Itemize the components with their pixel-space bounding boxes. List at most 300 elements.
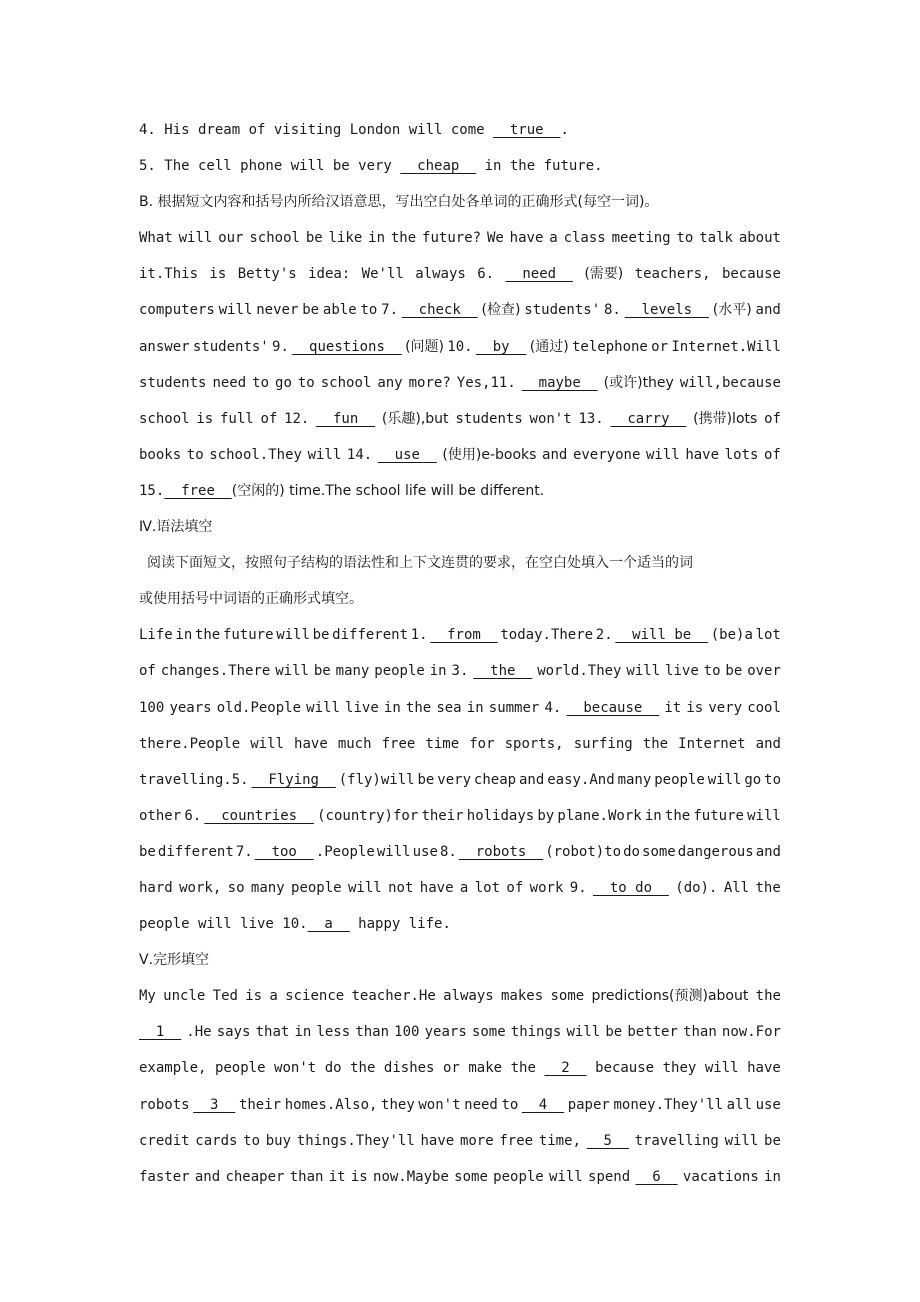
text-word: not [388,879,414,896]
text-segment: people will live 10. [139,916,308,933]
text-word: a [549,230,558,247]
text-word: people [214,1060,266,1077]
text-word: have [509,230,544,247]
text-word: future [222,627,274,644]
text-line [139,256,781,292]
text-word: because [721,266,781,283]
text-word: 9. [272,338,289,355]
text-word: (使用)e-books [442,446,537,463]
answer-blank: questions [292,338,402,355]
text-word: (乐趣),but [381,410,449,427]
text-line [139,978,781,1014]
text-word: plane.Work [557,807,642,824]
text-word: future [693,807,744,824]
answer-blank: levels [624,302,709,319]
text-word: will [704,1060,739,1077]
text-word: future? [422,230,482,247]
text-line [139,329,781,365]
text-line [139,1050,781,1086]
text-segment: . [560,122,569,138]
text-word: it.This [139,266,199,283]
text-word: books [139,446,182,463]
text-word: people [493,1168,544,1185]
text-word: work [529,879,564,896]
text-word: or [651,338,669,355]
text-word: more [459,1132,494,1149]
text-word: full [219,410,254,427]
text-segment: Ⅳ.语法填空 [139,519,213,536]
text-word: surfing [573,735,633,752]
text-word: in [383,699,401,716]
text-word: 6. [477,266,495,283]
text-word: cards [195,1132,238,1149]
answer-blank: need [505,266,573,283]
text-segment: 或使用括号中词语的正确形式填空。 [139,591,363,608]
text-word: the [390,230,417,247]
answer-blank: 6 [635,1168,678,1185]
text-word: have [685,446,720,463]
text-word: answer [139,338,190,355]
text-word: (问题) [405,338,444,355]
text-word: will [646,446,680,463]
text-word: because [595,1060,655,1077]
text-word: always [443,988,494,1005]
text-word: 8. [603,302,621,319]
text-word: talk [699,230,733,247]
text-word: very [437,771,471,788]
text-word: Internet.Will [671,338,781,355]
text-line [139,184,781,220]
text-word: be [305,230,323,247]
text-line [139,545,781,581]
text-word: a [459,879,469,896]
text-word: able [322,302,357,319]
text-word: Yes,11. [456,374,516,391]
text-word: there.People [139,735,241,752]
text-word: 13. [578,410,604,427]
answer-blank: check [401,302,478,319]
text-word: the [755,879,781,896]
text-word: won't [418,1096,461,1113]
answer-blank: 4 [521,1096,565,1113]
text-word: to [186,446,204,463]
text-word: students [455,410,523,427]
text-word: telephone [572,338,648,355]
text-word: 14. [346,446,373,463]
text-word: many [617,771,652,788]
text-word: live [665,663,699,680]
text-word: What [139,230,173,247]
text-word: .People [315,843,375,860]
answer-blank: because [566,699,660,716]
answer-blank: use [377,446,437,463]
text-word: than [683,1024,717,1041]
text-segment: Ⅴ.完形填空 [139,952,210,969]
text-word: 10. [447,338,473,355]
text-word: make [468,1060,503,1077]
text-word: free [499,1132,534,1149]
text-word: hard [139,879,173,896]
answer-blank: to do [593,879,669,896]
text-word: in [368,230,385,247]
text-word: the [755,988,781,1005]
text-word: 7. [381,302,398,319]
text-word: will [306,699,340,716]
answer-blank: 3 [193,1096,236,1113]
text-line [139,401,781,437]
text-word: have [294,735,328,752]
text-word: never [256,302,299,319]
text-word: holidays [466,807,535,824]
text-word: teacher.He [351,988,436,1005]
text-segment: 4. His dream of visiting London will come [139,122,494,138]
text-word: they [662,1060,697,1077]
text-line [139,437,781,473]
text-word: go [275,374,292,391]
text-line [139,906,781,942]
text-line [139,365,781,401]
text-word: and [755,302,781,319]
text-word: travelling [634,1132,719,1149]
text-word: (携带)lots [693,410,758,427]
answer-blank: carry [610,410,687,427]
text-word: their [421,807,464,824]
text-word: for [469,735,495,752]
text-word: things.They'll [296,1132,415,1149]
text-word: (需要) [584,266,624,283]
text-word: over [747,663,781,680]
answer-blank: will be [615,627,709,644]
text-segment: (空闲的) time.The school life will be different. [231,482,545,499]
text-word: use [755,1096,781,1113]
text-word: Internet [678,735,746,752]
answer-blank: 1 [139,1024,182,1041]
answer-blank: 5 [586,1132,629,1149]
text-word: lot [474,879,501,896]
text-word: example, [139,1060,207,1077]
text-word: some [642,843,676,860]
text-segment: B. 根据短文内容和括号内所给汉语意思，写出空白处各单词的正确形式(每空一词)。 [139,194,659,211]
text-word: 12. [284,410,310,427]
text-word: students' [524,302,601,319]
text-word: it [664,699,682,716]
text-line [139,870,781,906]
text-word: than [289,1168,324,1185]
text-word: a [269,988,278,1005]
text-word: of [506,879,524,896]
text-word: and [755,735,781,752]
text-line [139,1014,781,1050]
text-word: time [425,735,460,752]
text-word: class [563,230,606,247]
answer-blank: the [473,663,533,680]
text-word: money.They'll [613,1096,724,1113]
text-word: won't [529,410,572,427]
answer-blank: fun [316,410,376,427]
text-line [139,292,781,328]
text-word: all [726,1096,752,1113]
text-word: 6. [184,807,202,824]
text-word: many [335,663,370,680]
text-word: credit [139,1132,190,1149]
text-word: 8. [439,843,457,860]
answer-blank: Flying [251,771,336,788]
text-word: school [320,374,372,391]
text-word: will [724,1132,759,1149]
text-word: other [139,807,182,824]
text-word: in [466,699,484,716]
text-word: will [566,1024,601,1041]
text-word: it [328,1168,346,1185]
text-word: by [537,807,555,824]
text-word: to [764,771,781,788]
text-line [139,581,781,617]
text-word: school.They [209,446,302,463]
text-word: in [429,663,447,680]
text-word: faster [139,1168,190,1185]
text-word: .He [186,1024,212,1041]
text-word: have [419,879,454,896]
text-word: be [313,663,331,680]
text-word: to [360,302,378,319]
text-line [139,148,781,184]
text-word: be [605,1024,623,1041]
text-word: school [139,410,190,427]
text-word: paper [567,1096,610,1113]
text-word: different [332,627,409,644]
text-word: (检查) [481,302,521,319]
answer-blank: from [430,627,498,644]
text-line [139,220,781,256]
text-word: to [252,374,270,391]
text-word: in [175,627,193,644]
answer-blank: true [493,122,561,138]
text-word: won't [274,1060,317,1077]
text-word: students [139,374,207,391]
text-word: do [623,843,640,860]
text-word: some [454,1168,488,1185]
text-segment: 阅读下面短文，按照句子结构的语法性和上下文连贯的要求，在空白处填入一个适当的词 [147,555,693,572]
text-word: will [218,302,253,319]
text-word: will [376,843,411,860]
text-word: is [196,410,214,427]
text-word: more? [408,374,451,391]
text-word: and [519,771,545,788]
text-word: robots [139,1096,190,1113]
text-word: the [194,627,221,644]
text-word: (be)a [710,627,753,644]
text-word: of [260,410,278,427]
text-word: old.People [216,699,302,716]
text-word: is [245,988,263,1005]
text-word: to [501,1096,519,1113]
text-word: Betty's [237,266,297,283]
text-word: people [374,663,425,680]
text-word: vacations [682,1168,759,1185]
text-word: in [644,807,662,824]
text-line [139,690,781,726]
text-word: meeting [611,230,671,247]
text-word: will [276,627,310,644]
text-word: 1. [410,627,428,644]
text-word: cheap [473,771,517,788]
text-word: cool [747,699,781,716]
text-word: time, [538,1132,581,1149]
text-word: sports, [504,735,564,752]
text-word: have [420,1132,455,1149]
text-word: will [747,807,781,824]
text-word: years [424,1024,467,1041]
text-word: will,because [679,374,781,391]
text-word: will [626,663,661,680]
text-word: everyone [572,446,641,463]
text-line [139,834,781,870]
text-word: (robot)to [545,843,622,860]
text-word: some [550,988,585,1005]
text-word: about [738,230,781,247]
text-word: says [216,1024,251,1041]
text-word: and [542,446,568,463]
text-word: their [238,1096,282,1113]
text-word: We [486,230,504,247]
text-word: lot [755,627,781,644]
text-word: will [250,735,284,752]
text-word: will [347,879,382,896]
answer-blank: free [164,482,232,499]
text-word: Life [139,627,173,644]
text-word: always [415,266,466,283]
text-line [139,942,781,978]
text-word: dangerous [677,843,754,860]
text-word: (fly)will [338,771,415,788]
text-word: our [218,230,244,247]
text-word: some [471,1024,506,1041]
text-word: be [302,302,320,319]
text-segment: in the future. [476,158,603,175]
text-word: now.For [721,1024,781,1041]
text-word: changes.There [160,663,271,680]
text-word: now.Maybe [373,1168,449,1185]
text-word: like [328,230,363,247]
text-word: people [291,879,342,896]
text-word: summer [488,699,540,716]
text-word: and [194,1168,221,1185]
text-word: easy.And [547,771,615,788]
text-word: buy [265,1132,292,1149]
text-word: need [212,374,247,391]
text-word: is [209,266,227,283]
text-word: many [250,879,285,896]
answer-blank: cheap [400,158,477,175]
answer-blank: robots [458,843,544,860]
text-word: will [275,663,309,680]
text-word: or [443,1060,460,1077]
text-word: go [744,771,762,788]
text-word: school [249,230,300,247]
text-word: be [764,1132,781,1149]
text-word: world.They [537,663,622,680]
text-word: idea: [308,266,351,283]
text-word: different [157,843,234,860]
text-word: less [316,1024,351,1041]
text-word: in [294,1024,312,1041]
text-segment: happy life. [349,916,451,933]
text-word: travelling.5. [139,771,249,788]
text-word: science [285,988,345,1005]
worksheet-page [139,112,781,1195]
answer-blank: too [254,843,314,860]
answer-blank: a [307,916,350,933]
text-word: computers [139,302,215,319]
text-word: 100 [139,699,165,716]
text-line [139,762,781,798]
text-word: is [350,1168,368,1185]
text-word: be [312,627,330,644]
text-word: lots [724,446,759,463]
text-word: (水平) [712,302,752,319]
answer-blank: maybe [521,374,598,391]
text-word: dishes [383,1060,435,1077]
text-word: today.There [500,627,594,644]
text-segment: 5. The cell phone will be very [139,158,401,175]
text-word: much [337,735,372,752]
text-word: have [747,1060,781,1077]
text-word: students' [192,338,269,355]
text-word: to [243,1132,261,1149]
text-word: predictions(预测)about [591,988,749,1005]
text-word: live [345,699,379,716]
text-word: 9. [569,879,587,896]
text-segment: 15. [139,482,165,499]
text-word: to [703,663,721,680]
text-word: 2. [595,627,613,644]
text-word: better [627,1024,678,1041]
text-word: work, [179,879,222,896]
text-line [139,798,781,834]
text-word: and [755,843,781,860]
text-line [139,112,781,148]
text-word: the [350,1060,376,1077]
text-line [139,1123,781,1159]
answer-blank: by [475,338,527,355]
text-word: (或许)they [603,374,674,391]
text-word: (通过) [529,338,569,355]
text-word: they [381,1096,415,1113]
text-word: the [642,735,669,752]
text-word: cheaper [225,1168,285,1185]
text-word: be [725,663,743,680]
text-word: of [764,410,781,427]
text-word: very [708,699,743,716]
text-word: is [686,699,704,716]
text-word: My [139,988,156,1005]
text-word: the [405,699,432,716]
text-word: 4. [544,699,562,716]
text-line [139,726,781,762]
text-word: do [324,1060,342,1077]
text-word: spend [588,1168,631,1185]
text-line [139,653,781,689]
text-word: will [307,446,342,463]
text-word: 100 [394,1024,420,1041]
text-word: years [169,699,212,716]
text-word: the [664,807,691,824]
text-word: be [139,843,156,860]
answer-blank: countries [204,807,314,824]
text-line [139,617,781,653]
text-word: that [255,1024,290,1041]
text-word: use [412,843,438,860]
